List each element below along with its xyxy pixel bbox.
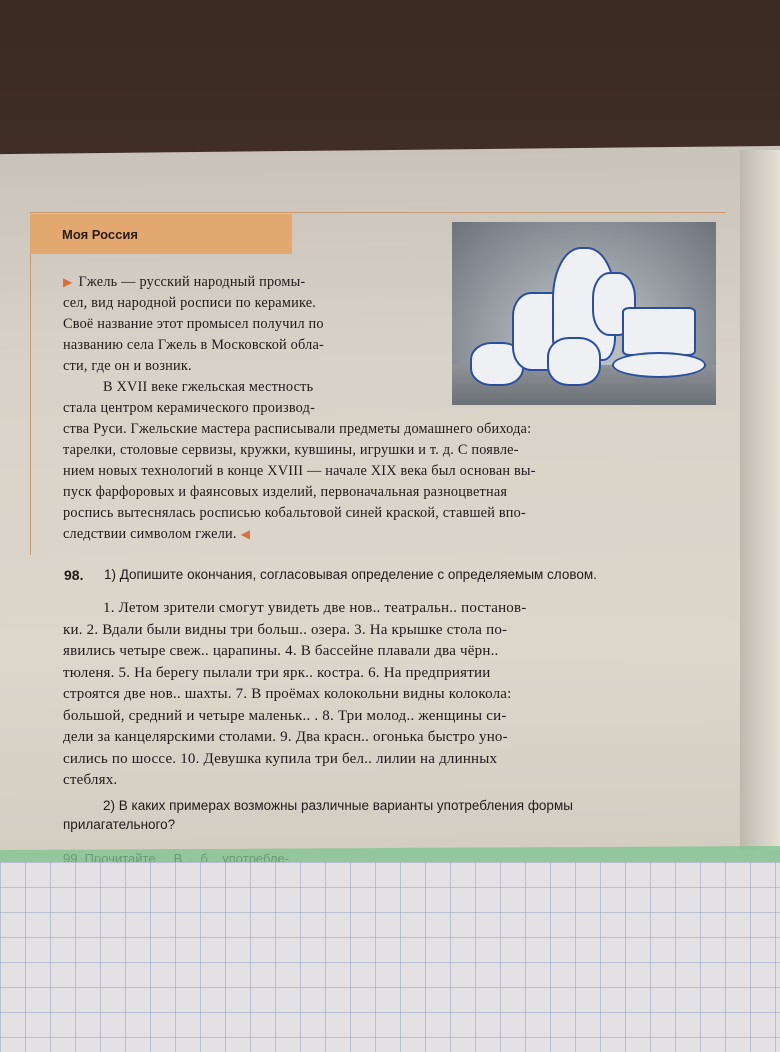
exercise-task-2 — [63, 796, 718, 834]
exercise-line: ки. 2. Вдали были видны три больш.. озера. 3. На крышке стола по- — [63, 621, 508, 638]
next-page-edge — [740, 150, 780, 850]
text-line: роспись вытеснялась росписью кобальтовой синей краской, ставшей впо- — [63, 505, 526, 521]
exercise-line: большой, средний и четыре маленьк.. . 8. Три молод.. женщины си- — [63, 707, 507, 724]
text-line: пуск фарфоровых и фаянсовых изделий, первоначальная разноцветная — [63, 484, 508, 500]
text-line: сел, вид народной росписи по керамике. — [63, 295, 317, 311]
grid-notebook-paper — [0, 862, 780, 1052]
section-title: Моя Россия — [30, 214, 292, 254]
text-line: В XVII веке гжельская местность — [103, 379, 314, 395]
exercise-line: явились четыре свеж.. царапины. 4. В бассейне плавали два чёрн.. — [63, 643, 499, 659]
ceramic-piece — [612, 352, 706, 378]
exercise-number: 98. — [64, 567, 84, 583]
text-line — [63, 524, 723, 545]
gzhel-ceramics-photo — [452, 222, 716, 405]
text-line-content: Гжель — русский народный промы- — [78, 274, 306, 290]
arrow-left-icon: ◀ — [240, 527, 251, 541]
exercise-line: 1. Летом зрители смогут увидеть две нов.. театральн.. постанов- — [103, 600, 527, 616]
exercise-line: дели за канцелярскими столами. 9. Два красн.. огонька быстро уно- — [63, 729, 508, 745]
text-line: ства Руси. Гжельские мастера расписывали предметы домашнего обихода: — [63, 421, 532, 437]
exercise-line: тюленя. 5. На берегу пылали три ярк.. костра. 6. На предприятии — [63, 664, 491, 681]
text-line-content: следствии символом гжели. — [63, 526, 237, 542]
task2-line: прилагательного? — [63, 817, 176, 832]
exercise-line: сились по шоссе. 10. Девушка купила три бел.. лилии на длинных — [63, 750, 498, 767]
text-line: стала центром керамического производ- — [63, 400, 316, 416]
gzhel-text-top — [63, 272, 433, 419]
ceramic-piece — [622, 307, 696, 356]
arrow-right-icon: ▶ — [63, 275, 73, 289]
text-line: тарелки, столовые сервизы, кружки, кувшины, игрушки и т. д. С появле- — [63, 442, 519, 458]
exercise-line: строятся две нов.. шахты. 7. В проёмах колокольни видны колокола: — [63, 686, 512, 702]
text-line: сти, где он и возник. — [63, 358, 192, 374]
exercise-sentences — [63, 598, 723, 792]
text-line — [63, 272, 433, 293]
exercise-line: стеблях. — [63, 772, 118, 788]
gzhel-text-bottom — [63, 419, 723, 545]
text-line: названию села Гжель в Московской обла- — [63, 337, 324, 353]
text-line: Своё название этот промысел получил по — [63, 316, 324, 332]
task2-line: 2) В каких примерах возможны различные варианты употребления формы — [103, 798, 573, 813]
ceramic-piece — [547, 337, 601, 386]
text-line: нием новых технологий в конце XVIII — начале XIX века был основан вы- — [63, 463, 536, 479]
exercise-task-1: 1) Допишите окончания, согласовывая определение с определяемым словом. — [104, 567, 597, 582]
